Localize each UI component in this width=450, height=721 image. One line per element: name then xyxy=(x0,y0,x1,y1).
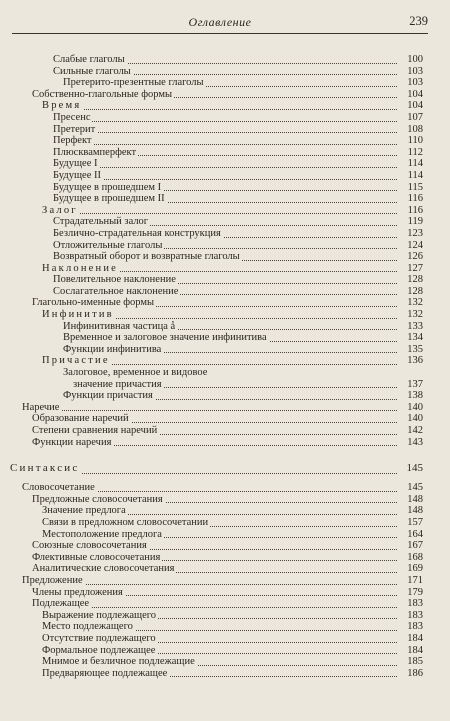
toc-entry[interactable] xyxy=(10,529,423,541)
toc-entry-page: 140 xyxy=(407,401,423,413)
toc-entry[interactable] xyxy=(10,205,423,217)
toc-entry[interactable] xyxy=(10,402,423,414)
toc-entry[interactable] xyxy=(10,100,423,112)
toc-entry[interactable] xyxy=(10,251,423,263)
toc-entry-title: Собственно-глагольные формы xyxy=(32,88,173,100)
toc-entry[interactable] xyxy=(10,240,423,252)
toc-entry-page: 110 xyxy=(407,135,423,147)
toc-entry-title: Выражение подлежащего xyxy=(42,609,157,621)
toc-entry-page: 114 xyxy=(407,158,423,170)
toc-entry[interactable] xyxy=(10,460,423,476)
toc-entry-title: Претерито-презентные глаголы xyxy=(63,77,204,89)
toc-entry[interactable] xyxy=(10,216,423,228)
toc-entry[interactable] xyxy=(10,540,423,552)
toc-entry-title: Сильные глаголы xyxy=(53,65,131,77)
toc-entry-title: Флективные словосочетания xyxy=(32,551,161,563)
dot-leader xyxy=(46,213,397,214)
toc-entry[interactable] xyxy=(10,517,423,529)
toc-entry-title: Сослагательное наклонение xyxy=(53,285,179,297)
toc-entry[interactable] xyxy=(10,367,423,379)
toc-entry-page: 135 xyxy=(407,343,423,355)
toc-entry-title: Предложение xyxy=(22,574,83,586)
toc-entry[interactable] xyxy=(10,54,423,66)
toc-entry-title: Предложные словосочетания xyxy=(32,493,163,505)
toc-entry-title: Будущее в прошедшем II xyxy=(53,193,165,205)
toc-entry-page: 185 xyxy=(407,656,423,668)
toc-entry-page: 103 xyxy=(407,65,423,77)
toc-entry-page: 148 xyxy=(407,505,423,517)
toc-entry[interactable] xyxy=(10,124,423,136)
toc-entry-page: 183 xyxy=(407,621,423,633)
toc-entry-page: 168 xyxy=(407,551,423,563)
dot-leader xyxy=(57,144,397,145)
toc-entry[interactable] xyxy=(10,413,423,425)
toc-entry-page: 104 xyxy=(407,100,423,112)
header-title: Оглавление xyxy=(188,15,252,29)
toc-entry-title: Страдательный залог xyxy=(53,216,149,228)
toc-entry[interactable] xyxy=(10,621,423,633)
toc-entry-page: 157 xyxy=(407,516,423,528)
toc-entry-title: Члены предложения xyxy=(32,586,123,598)
toc-entry[interactable] xyxy=(10,633,423,645)
toc-entry-page: 183 xyxy=(407,609,423,621)
toc-entry-title: Перфект xyxy=(53,135,92,147)
toc-entry-title: Местоположение предлога xyxy=(42,528,162,540)
toc-entry-title: Будущее I xyxy=(53,158,98,170)
toc-entry-title: Функции инфинитива xyxy=(63,343,162,355)
toc-entry[interactable] xyxy=(10,297,423,309)
toc-entry-title: Степени сравнения наречий xyxy=(32,425,158,436)
toc-entry[interactable] xyxy=(10,645,423,657)
toc-entry-page: 134 xyxy=(407,332,423,344)
toc-entry-title: Возвратный оборот и возвратные глаголы xyxy=(53,251,240,263)
toc-entry-page: 127 xyxy=(407,262,423,274)
toc-entry-title: Причастие xyxy=(42,355,110,367)
toc-entry[interactable] xyxy=(10,332,423,344)
toc-entry-title: Безлично-страдательная конструкция xyxy=(53,227,221,239)
toc-entry-page: 133 xyxy=(407,320,423,332)
toc-entry-title: Синтаксис xyxy=(10,462,80,475)
toc-entry-page: 184 xyxy=(407,632,423,644)
toc-entry[interactable] xyxy=(10,112,423,124)
toc-entry-title: Подлежащее xyxy=(32,598,90,610)
toc-entry[interactable] xyxy=(10,505,423,517)
toc-entry-title: Плюсквамперфект xyxy=(53,146,137,158)
dot-leader xyxy=(26,410,397,411)
toc-entry[interactable] xyxy=(10,668,423,680)
dot-leader xyxy=(57,179,397,180)
section-gap xyxy=(10,448,423,460)
toc-entry-title: Залог xyxy=(42,204,78,216)
toc-entry-page: 126 xyxy=(407,251,423,263)
toc-entry[interactable] xyxy=(10,286,423,298)
toc-entry-title: Залоговое, временное и видовое xyxy=(63,367,208,379)
toc-entry-page: 116 xyxy=(407,204,423,216)
toc-entry-title: Мнимое и безличное подлежащие xyxy=(42,656,195,668)
dot-leader xyxy=(57,132,397,133)
toc-entry-title: Время xyxy=(42,100,82,112)
toc-entry-page: 132 xyxy=(407,309,423,321)
toc-entry-page: 183 xyxy=(407,598,423,610)
toc-entry-page: 115 xyxy=(407,181,423,193)
toc-entry-title: Пресенс xyxy=(53,111,91,123)
toc-entry-page: 124 xyxy=(407,239,423,251)
toc-entry[interactable] xyxy=(10,425,423,437)
toc-entry[interactable] xyxy=(10,135,423,147)
dot-leader xyxy=(57,167,397,168)
dot-leader xyxy=(46,109,397,110)
toc-entry-page: 103 xyxy=(407,77,423,89)
page-number: 239 xyxy=(409,14,428,28)
toc-entry[interactable] xyxy=(10,390,423,402)
toc-entry-title: Аналитические словосочетания xyxy=(32,563,175,575)
toc-entry[interactable] xyxy=(10,274,423,286)
toc-entry-page: 138 xyxy=(407,390,423,402)
toc-entry-page: 167 xyxy=(407,540,423,552)
toc-entry-title: Формальное подлежащее xyxy=(42,644,156,656)
toc-entry[interactable] xyxy=(10,89,423,101)
toc-entry-page: 137 xyxy=(407,378,423,390)
toc-entry-title: Глагольно-именные формы xyxy=(32,297,155,309)
toc-entry-page: 119 xyxy=(407,216,423,228)
toc-entry[interactable] xyxy=(10,228,423,240)
toc-entry-page: 100 xyxy=(407,54,423,65)
toc-entry[interactable] xyxy=(10,482,423,494)
toc-entry[interactable] xyxy=(10,344,423,356)
toc-entry-title: Претерит xyxy=(53,123,96,135)
toc-entry-page: 108 xyxy=(407,123,423,135)
toc-entry[interactable] xyxy=(10,309,423,321)
toc-entry[interactable] xyxy=(10,158,423,170)
toc-entry-page: 140 xyxy=(407,413,423,425)
toc-entry-title: Место подлежащего xyxy=(42,621,133,633)
running-header xyxy=(12,13,428,34)
toc-entry[interactable] xyxy=(10,598,423,610)
toc-entry-page: 123 xyxy=(407,227,423,239)
toc-entry-page: 128 xyxy=(407,274,423,286)
toc-entry-page: 142 xyxy=(407,425,423,436)
toc-entry-title: Будущее II xyxy=(53,169,101,181)
toc-entry[interactable] xyxy=(10,575,423,587)
table-of-contents xyxy=(10,54,423,679)
toc-entry[interactable] xyxy=(10,147,423,159)
toc-entry-page: 164 xyxy=(407,528,423,540)
toc-entry[interactable] xyxy=(10,77,423,89)
toc-entry-title: Повелительное наклонение xyxy=(53,274,176,286)
toc-entry-page: 112 xyxy=(407,146,423,158)
toc-entry[interactable] xyxy=(10,170,423,182)
toc-entry-title: Слабые глаголы xyxy=(53,54,125,65)
toc-entry-title: Наречие xyxy=(22,401,60,413)
toc-entry[interactable] xyxy=(10,552,423,564)
toc-entry-title: Предваряющее подлежащее xyxy=(42,667,168,679)
toc-entry-title: Союзные словосочетания xyxy=(32,540,147,552)
toc-entry-title: Отложительные глаголы xyxy=(53,239,163,251)
toc-entry-page: 179 xyxy=(407,586,423,598)
toc-entry-title: Инфинитивная частица å xyxy=(63,320,176,332)
toc-entry-title: Инфинитив xyxy=(42,309,114,321)
toc-entry-page: 104 xyxy=(407,88,423,100)
toc-entry[interactable] xyxy=(10,437,423,449)
toc-entry[interactable] xyxy=(10,379,423,391)
toc-entry-page: 186 xyxy=(407,667,423,679)
toc-entry-title: Функции причастия xyxy=(63,390,153,402)
toc-entry-page: 148 xyxy=(407,493,423,505)
toc-entry-page: 136 xyxy=(407,355,423,367)
toc-entry-page: 143 xyxy=(407,436,423,448)
toc-entry-page: 114 xyxy=(407,169,423,181)
toc-entry-page: 171 xyxy=(407,574,423,586)
toc-entry[interactable] xyxy=(10,656,423,668)
toc-entry[interactable] xyxy=(10,610,423,622)
toc-entry-title: Наклонение xyxy=(42,262,119,274)
dot-leader xyxy=(57,121,397,122)
toc-entry-title: Образование наречий xyxy=(32,413,129,425)
toc-entry[interactable] xyxy=(10,494,423,506)
toc-entry[interactable] xyxy=(10,263,423,275)
toc-entry-page: 184 xyxy=(407,644,423,656)
toc-entry-title: значение причастия xyxy=(73,378,162,390)
toc-entry-title: Функции наречия xyxy=(32,436,112,448)
toc-entry-title: Отсутствие подлежащего xyxy=(42,632,156,644)
toc-entry-title: Словосочетание xyxy=(22,482,95,494)
toc-entry-page: 145 xyxy=(407,482,423,494)
toc-entry-page: 107 xyxy=(407,111,423,123)
toc-entry-page: 128 xyxy=(407,285,423,297)
toc-entry-page: 132 xyxy=(407,297,423,309)
toc-entry[interactable] xyxy=(10,182,423,194)
toc-entry-title: Значение предлога xyxy=(42,505,126,517)
toc-entry[interactable] xyxy=(10,321,423,333)
toc-entry-page: 169 xyxy=(407,563,423,575)
toc-entry[interactable] xyxy=(10,355,423,367)
toc-entry[interactable] xyxy=(10,587,423,599)
toc-entry-title: Связи в предложном словосочетании xyxy=(42,516,209,528)
toc-entry-page: 116 xyxy=(407,193,423,205)
toc-entry[interactable] xyxy=(10,193,423,205)
toc-entry-title: Будущее в прошедшем I xyxy=(53,181,162,193)
toc-entry[interactable] xyxy=(10,66,423,78)
toc-entry-title: Временное и залоговое значение инфинитива xyxy=(63,332,267,344)
toc-entry-page: 145 xyxy=(406,462,423,475)
toc-entry[interactable] xyxy=(10,563,423,575)
